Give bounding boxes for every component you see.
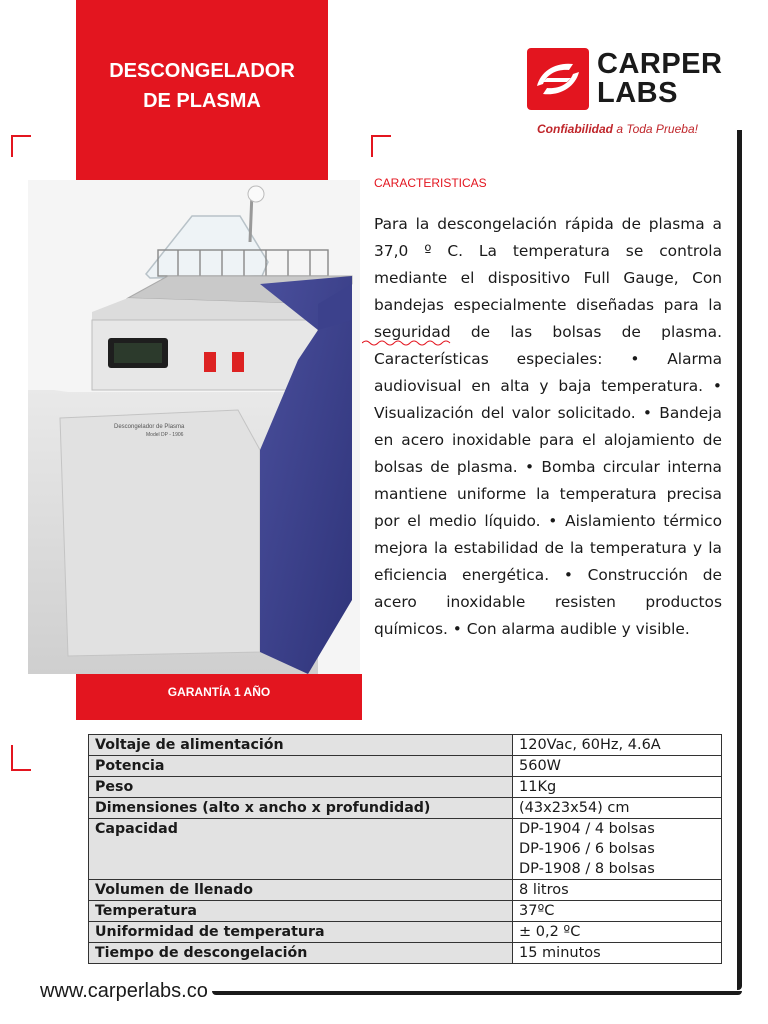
spec-key: Capacidad [89,819,513,880]
panel-model: Model DP - 1906 [146,432,184,438]
spec-value: 37ºC [513,901,722,922]
spec-key: Peso [89,777,513,798]
spec-key: Temperatura [89,901,513,922]
specs-table [88,734,722,964]
spec-key: Voltaje de alimentación [89,735,513,756]
corner-mark-bottom-left [11,745,31,771]
table-row [89,922,722,943]
table-row [89,756,722,777]
spec-key: Tiempo de descongelación [89,943,513,964]
table-row [89,880,722,901]
spec-value: 120Vac, 60Hz, 4.6A [513,735,722,756]
brand-tagline: Confiabilidad a Toda Prueba! [537,122,698,136]
spec-value: (43x23x54) cm [513,798,722,819]
spec-key: Volumen de llenado [89,880,513,901]
header-banner [76,0,328,180]
spec-value: 15 minutos [513,943,722,964]
table-row [89,943,722,964]
table-row [89,798,722,819]
panel-label: Descongelador de Plasma [114,424,185,430]
table-row [89,777,722,798]
carper-logo-icon [527,48,589,110]
frame-line-bottom [212,991,742,995]
corner-mark-top-left [11,135,31,157]
section-label: CARACTERISTICAS [374,176,487,190]
brand-name: CARPER LABS [597,48,723,109]
page-title: DESCONGELADOR DE PLASMA [109,60,295,112]
website-link[interactable]: www.carperlabs.co [40,980,208,1002]
spec-key: Uniformidad de temperatura [89,922,513,943]
spec-value: 11Kg [513,777,722,798]
spec-value: 560W [513,756,722,777]
product-image [28,180,360,674]
table-row [89,735,722,756]
product-description: Para la descongelación rápida de plasma a 37,0 º C. La temperatura se controla mediante el dispositivo Full Gauge, Con bandejas especialmente diseñadas para la seguridad de las bolsas de plasma. Características especiales: • Alarma audiovisual en alta y baja temperatura. • Visualización del valor solicitado. • Bandeja en acero inoxidable para el alojamiento de bolsas de plasma. • Bomba circular interna mantiene uniforme la temperatura precisa por el medio líquido. • Aislamiento térmico mejora la estabilidad de la temperatura y la eficiencia energética. • Construcción de acero inoxidable resisten productos químicos. • Con alarma audible y visible. [374,215,722,638]
spec-key: Dimensiones (alto x ancho x profundidad) [89,798,513,819]
warranty-badge: GARANTÍA 1 AÑO [76,674,362,720]
table-row [89,819,722,880]
spec-value-list: DP-1904 / 4 bolsas DP-1906 / 6 bolsas DP-1908 / 8 bolsas [513,819,722,880]
spec-value: ± 0,2 ºC [513,922,722,943]
frame-line-right [737,130,742,990]
spellcheck-underline [362,337,454,347]
spec-key: Potencia [89,756,513,777]
table-row [89,901,722,922]
spec-value: 8 litros [513,880,722,901]
corner-mark-top-right [371,135,391,157]
